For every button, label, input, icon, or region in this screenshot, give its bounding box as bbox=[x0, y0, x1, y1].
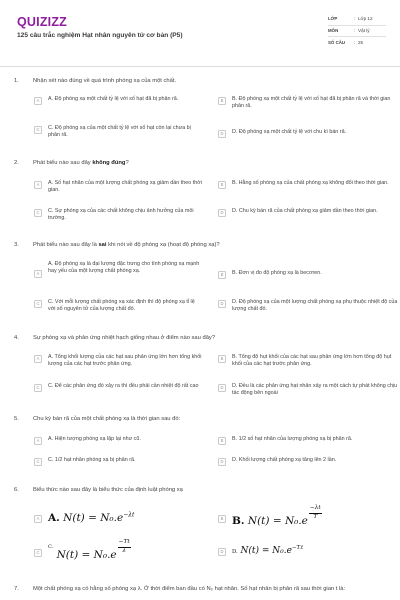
option-letter-box: D bbox=[218, 130, 226, 138]
option-text: C. Độ phóng xạ của một chất tỷ lệ với số hạt còn lại chưa bị phân rã. bbox=[48, 125, 191, 139]
option-text: D. Độ phóng xạ một chất tỷ lệ với chu kì bán rã. bbox=[232, 129, 347, 135]
option-text: D. Chu kỳ bán rã của chất phóng xạ giảm dần theo thời gian. bbox=[232, 208, 378, 214]
option-b[interactable] bbox=[218, 270, 398, 279]
meta-key: LỚP bbox=[328, 16, 338, 22]
meta-key: SỐ CÂU bbox=[328, 39, 346, 45]
option-text: B. 1/2 số hạt nhân của lượng phóng xạ bị phân rã. bbox=[232, 436, 353, 442]
question-2 bbox=[14, 160, 394, 232]
option-letter-box: D bbox=[218, 300, 226, 308]
option-text: A. Độ phóng xạ là đại lượng đặc trưng cho tính phóng xạ mạnh hay yếu của một lượng chất phóng xạ. bbox=[48, 261, 200, 275]
meta-row-class: LỚP : Lớp 12 bbox=[328, 14, 386, 26]
quizizz-logo: QUIZIZZ bbox=[17, 15, 68, 29]
option-text: A. Độ phóng xạ một chất tỷ lệ với số hạt đã bị phân rã. bbox=[48, 96, 179, 102]
formula-b: B. N(t) = N₀.e −λt T bbox=[232, 505, 321, 528]
worksheet-header bbox=[0, 0, 400, 62]
option-text: A. Số hạt nhân của một lượng chất phóng xạ giảm dần theo thời gian. bbox=[48, 180, 202, 194]
question-4 bbox=[14, 335, 398, 409]
option-a[interactable] bbox=[34, 511, 202, 525]
formula-c: C. N(t) = N₀.e −Tt λ bbox=[48, 539, 130, 562]
option-text: D. Khối lượng chất phóng xạ tăng lên 2 lần. bbox=[232, 457, 337, 463]
meta-value: Vật lý bbox=[358, 27, 370, 33]
option-letter-box: C bbox=[34, 384, 42, 392]
question-text: Biểu thức nào sau đây là biểu thức của định luật phóng xạ bbox=[33, 487, 183, 493]
question-number: 6. bbox=[14, 487, 19, 493]
question-5 bbox=[14, 416, 394, 472]
meta-row-subject: MÔN : Vật lý bbox=[328, 26, 386, 38]
option-letter-box: A bbox=[34, 270, 42, 278]
option-letter-box: B bbox=[218, 355, 226, 363]
option-text: B. Hằng số phóng xạ của chất phóng xạ không đổi theo thời gian. bbox=[232, 180, 389, 186]
option-letter-box: A bbox=[34, 515, 42, 523]
option-text: D. Đều là các phản ứng hạt nhân xảy ra một cách tự phát không chịu tác động bên ngoài bbox=[232, 383, 398, 397]
question-text: Phát biểu nào sau đây là sai khi nói về độ phóng xạ (hoạt độ phóng xạ)? bbox=[33, 242, 220, 248]
option-d[interactable] bbox=[218, 383, 398, 398]
worksheet-title: 125 câu trắc nghiệm Hạt nhân nguyên tử cơ bản (P5) bbox=[17, 32, 183, 39]
option-text: C. Để các phản ứng đó xảy ra thì đều phải cần nhiệt độ rất cao bbox=[48, 383, 199, 389]
option-a[interactable] bbox=[34, 354, 202, 369]
option-letter-box: C bbox=[34, 458, 42, 466]
meta-key: MÔN bbox=[328, 27, 339, 33]
option-letter-box: A bbox=[34, 437, 42, 445]
question-1 bbox=[14, 78, 394, 148]
option-text: C. Sự phóng xạ của các chất không chịu ảnh hưởng của môi trường. bbox=[48, 208, 194, 222]
option-letter-box: B bbox=[218, 437, 226, 445]
option-c[interactable] bbox=[34, 299, 202, 314]
question-7 bbox=[14, 586, 394, 600]
option-b[interactable] bbox=[218, 354, 398, 369]
option-c[interactable] bbox=[34, 125, 202, 140]
option-letter-box: D bbox=[218, 384, 226, 392]
option-b[interactable] bbox=[218, 180, 398, 189]
option-d[interactable] bbox=[218, 208, 398, 217]
question-number: 7. bbox=[14, 586, 19, 592]
option-letter-box: A bbox=[34, 97, 42, 105]
option-text: C. 1/2 hạt nhân phóng xạ bị phân rã. bbox=[48, 457, 136, 463]
formula-d: D. $N(t) = N_0.e^{-T.t}$ bbox=[232, 545, 304, 556]
option-letter-box: D bbox=[218, 458, 226, 466]
meta-table bbox=[328, 14, 386, 49]
option-d[interactable] bbox=[218, 457, 398, 466]
option-letter-box: B bbox=[218, 515, 226, 523]
question-number: 1. bbox=[14, 78, 19, 84]
question-text: Sự phóng xạ và phản ứng nhiệt hạch giống nhau ở điểm nào sau đây? bbox=[33, 335, 216, 341]
option-letter-box: C bbox=[34, 549, 42, 557]
question-number: 5. bbox=[14, 416, 19, 422]
option-c[interactable] bbox=[34, 457, 202, 466]
option-text: B. Đơn vị đo độ phóng xạ là becơren. bbox=[232, 270, 322, 276]
option-text: A. Tổng khối lượng của các hạt sau phản ứng lớn hơn tổng khối lượng của các hạt trước phản ứng. bbox=[48, 354, 202, 368]
option-text: D. Độ phóng xạ của một lượng chất phóng xạ phụ thuộc nhiệt độ của lượng chất đó. bbox=[232, 299, 398, 313]
option-letter-box: A bbox=[34, 355, 42, 363]
option-letter-box: B bbox=[218, 181, 226, 189]
question-number: 2. bbox=[14, 160, 19, 166]
option-letter-box: D bbox=[218, 548, 226, 556]
option-b[interactable] bbox=[218, 505, 398, 529]
option-a[interactable] bbox=[34, 96, 202, 105]
meta-value: Lớp 12 bbox=[358, 16, 373, 22]
option-letter-box: B bbox=[218, 97, 226, 105]
meta-value: 25 bbox=[358, 39, 364, 45]
option-letter-box: C bbox=[34, 300, 42, 308]
option-letter-box: D bbox=[218, 209, 226, 217]
meta-row-count: SỐ CÂU : 25 bbox=[328, 39, 364, 45]
option-c[interactable] bbox=[34, 208, 202, 223]
question-text: Nhận xét nào đúng về quá trình phóng xạ của một chất. bbox=[33, 78, 177, 84]
question-number: 3. bbox=[14, 242, 19, 248]
question-text: Phát biểu nào sau đây không đúng? bbox=[33, 160, 129, 166]
option-letter-box: A bbox=[34, 181, 42, 189]
option-letter-box: C bbox=[34, 126, 42, 134]
option-a[interactable] bbox=[34, 436, 202, 445]
option-letter-box: C bbox=[34, 209, 42, 217]
question-text: Chu kỳ bán rã của một chất phóng xạ là thời gian sau đó: bbox=[33, 416, 181, 422]
option-letter-box: B bbox=[218, 271, 226, 279]
option-a[interactable] bbox=[34, 180, 202, 195]
question-6 bbox=[14, 487, 394, 579]
question-text: Một chất phóng xạ có hằng số phóng xạ λ. Ở thời điểm ban đầu có N₀ hạt nhân. Số hạt nhân bị phân rã sau thời gian t là: bbox=[33, 586, 346, 592]
option-b[interactable] bbox=[218, 96, 398, 111]
option-c[interactable] bbox=[34, 383, 202, 392]
option-c[interactable] bbox=[34, 539, 202, 563]
question-number: 4. bbox=[14, 335, 19, 341]
option-text: A. Hiện tượng phóng xạ lặp lại như cũ. bbox=[48, 436, 141, 442]
header-divider bbox=[0, 66, 400, 67]
question-3 bbox=[14, 242, 398, 324]
option-d[interactable] bbox=[218, 299, 398, 314]
option-a[interactable] bbox=[34, 261, 202, 278]
option-d[interactable] bbox=[218, 545, 398, 557]
formula-a: A. $N(t) = N_0.e^{-\lambda t}$ bbox=[48, 511, 135, 524]
option-text: B. Tổng độ hụt khối của các hạt sau phản ứng lớn hơn tổng độ hụt khối của các hạt trước phản ứng. bbox=[232, 354, 392, 368]
option-b[interactable] bbox=[218, 436, 398, 445]
option-d[interactable] bbox=[218, 129, 398, 138]
option-text: C. Với mỗi lượng chất phóng xạ xác định thì độ phóng xạ tỉ lệ với số nguyên tử của lượng chất đó. bbox=[48, 299, 195, 313]
option-text: B. Độ phóng xạ một chất tỷ lệ với số hạt đã bị phân rã và thời gian phân rã. bbox=[232, 96, 391, 110]
